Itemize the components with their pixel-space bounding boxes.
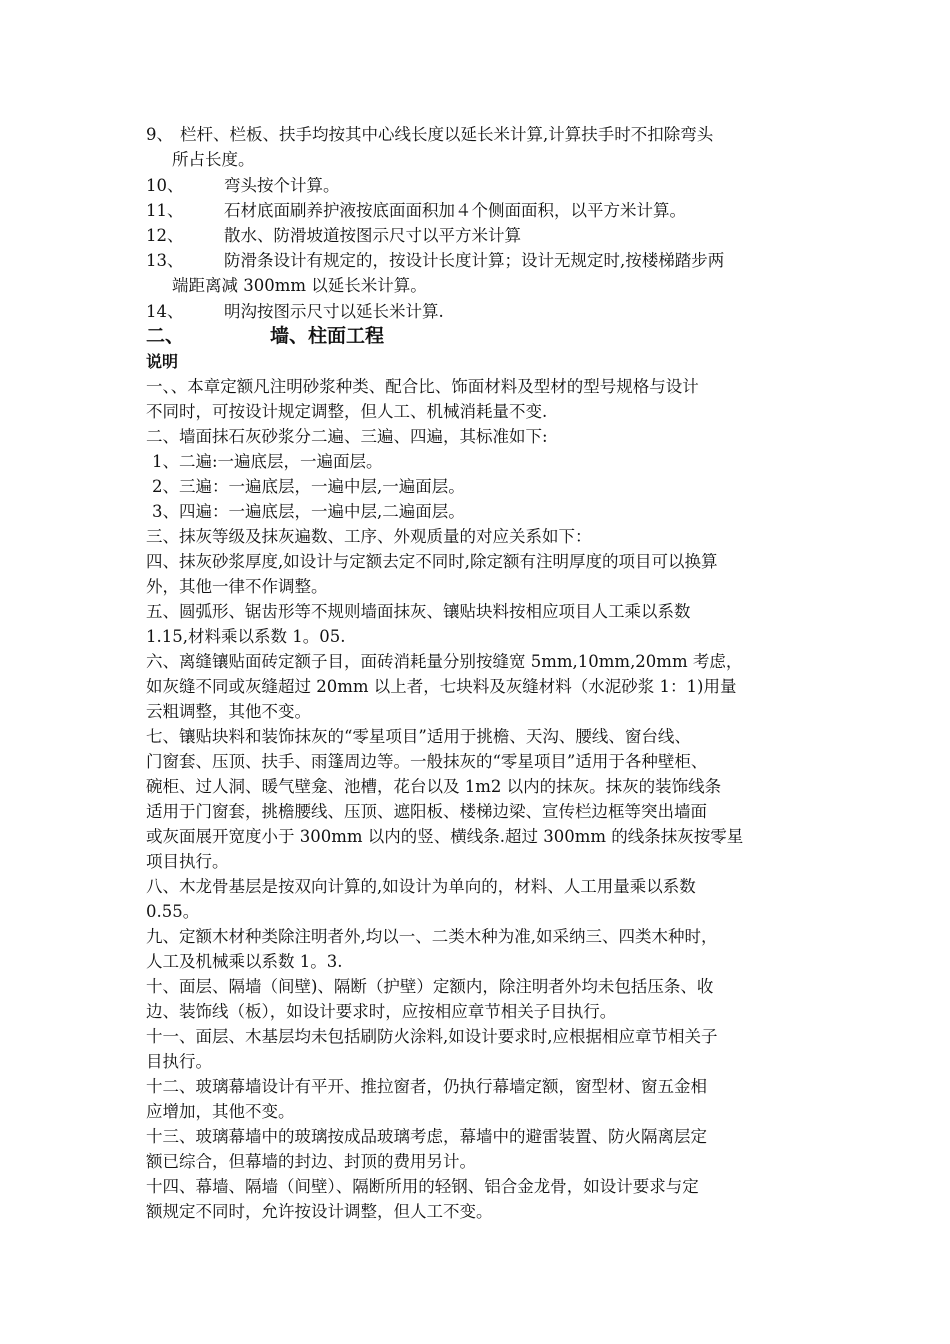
paragraph-line: 三、抹灰等级及抹灰遍数、工序、外观质量的对应关系如下： (146, 527, 592, 546)
item-continuation: 所占长度。 (172, 150, 255, 169)
paragraph-line: 如灰缝不同或灰缝超过 20mm 以上者，七块料及灰缝材料（水泥砂浆 1：1)用量 (146, 677, 737, 696)
paragraph-line: 门窗套、压顶、扶手、雨篷周边等。一般抹灰的“零星项目”适用于各种壁柜、 (146, 752, 708, 771)
paragraph-line: 额已综合，但幕墙的封边、封顶的费用另计。 (146, 1152, 476, 1171)
paragraph-line: 五、圆弧形、锯齿形等不规则墙面抹灰、镶贴块料按相应项目人工乘以系数 (146, 602, 691, 621)
paragraph-line: 3、四遍：一遍底层，一遍中层,二遍面层。 (152, 502, 465, 521)
list-item (146, 123, 713, 147)
paragraph-line: 2、三遍：一遍底层，一遍中层,一遍面层。 (152, 477, 465, 496)
section-heading (146, 324, 546, 350)
item-text: 石材底面刷养护液按底面面积加４个侧面面积，以平方米计算。 (224, 201, 686, 220)
paragraph-line: 十、面层、隔墙（间壁)、隔断（护壁）定额内，除注明者外均未包括压条、收 (146, 977, 714, 996)
paragraph-line: 碗柜、过人洞、暖气壁龛、池槽，花台以及 1m2 以内的抹灰。抹灰的装饰线条 (146, 777, 722, 796)
paragraph-line: 十一、面层、木基层均未包括刷防火涂料,如设计要求时,应根据相应章节相关子 (146, 1027, 718, 1046)
paragraph-line: 一、、本章定额凡注明砂浆种类、配合比、饰面材料及型材的型号规格与设计 (146, 377, 699, 396)
paragraph-line: 六、离缝镶贴面砖定额子目，面砖消耗量分别按缝宽 5mm,10mm,20mm 考虑， (146, 652, 743, 671)
paragraph-line: 1.15,材料乘以系数 1。05. (146, 627, 346, 646)
list-item (146, 174, 340, 198)
paragraph-line: 二、墙面抹石灰砂浆分二遍、三遍、四遍，其标准如下: (146, 427, 548, 446)
paragraph-line: 不同时，可按设计规定调整，但人工、机械消耗量不变. (146, 402, 548, 421)
list-item (146, 300, 444, 324)
paragraph-line: 额规定不同时，允许按设计调整，但人工不变。 (146, 1202, 493, 1221)
paragraph-line: 应增加，其他不变。 (146, 1102, 295, 1121)
item-number: 9、 (146, 125, 173, 144)
paragraph-line: 或灰面展开宽度小于 300mm 以内的竖、横线条.超过 300mm 的线条抹灰按零星 (146, 827, 744, 846)
paragraph-line: 八、木龙骨基层是按双向计算的,如设计为单向的，材料、人工用量乘以系数 (146, 877, 696, 896)
item-number: 12、 (146, 226, 184, 245)
paragraph-line: 四、抹灰砂浆厚度,如设计与定额去定不同时,除定额有注明厚度的项目可以换算 (146, 552, 718, 571)
paragraph-line: 适用于门窗套，挑檐腰线、压顶、遮阳板、楼梯边梁、宣传栏边框等突出墙面 (146, 802, 707, 821)
item-text: 弯头按个计算。 (224, 176, 340, 195)
item-number: 11、 (146, 201, 184, 220)
explain-heading: 说明 (146, 352, 179, 371)
paragraph-line: 十四、幕墙、隔墙（间壁）、隔断所用的轻钢、铝合金龙骨，如设计要求与定 (146, 1177, 699, 1196)
item-text: 防滑条设计有规定的，按设计长度计算；设计无规定时,按楼梯踏步两 (224, 251, 725, 270)
item-number: 13、 (146, 251, 184, 270)
paragraph-line: 项目执行。 (146, 852, 229, 871)
item-text: 散水、防滑坡道按图示尺寸以平方米计算 (224, 226, 521, 245)
list-item (146, 199, 686, 223)
paragraph-line: 云粗调整，其他不变。 (146, 702, 311, 721)
paragraph-line: 九、定额木材种类除注明者外,均以一、二类木种为准,如采纳三、四类木种时， (146, 927, 718, 946)
paragraph-line: 七、镶贴块料和装饰抹灰的“零星项目”适用于挑檐、天沟、腰线、窗台线、 (146, 727, 691, 746)
item-text: 栏杆、栏板、扶手均按其中心线长度以延长米计算,计算扶手时不扣除弯头 (180, 125, 714, 144)
paragraph-line: 0.55。 (146, 902, 200, 921)
item-text: 明沟按图示尺寸以延长米计算. (224, 302, 444, 321)
paragraph-line: 人工及机械乘以系数 1。3. (146, 952, 343, 971)
item-number: 14、 (146, 302, 184, 321)
paragraph-line: 1、二遍:一遍底层，一遍面层。 (152, 452, 383, 471)
section-number: 二、 (146, 325, 185, 347)
paragraph-line: 十二、玻璃幕墙设计有平开、推拉窗者，仍执行幕墙定额，窗型材、窗五金相 (146, 1077, 707, 1096)
item-continuation: 端距离减 300mm 以延长米计算。 (172, 276, 427, 295)
paragraph-line: 外，其他一律不作调整。 (146, 577, 328, 596)
list-item (146, 224, 521, 248)
paragraph-line: 十三、玻璃幕墙中的玻璃按成品玻璃考虑，幕墙中的避雷装置、防火隔离层定 (146, 1127, 707, 1146)
list-item (146, 249, 724, 273)
section-title: 墙、柱面工程 (270, 325, 385, 347)
paragraph-line: 边、装饰线（板），如设计要求时，应按相应章节相关子目执行。 (146, 1002, 617, 1021)
item-number: 10、 (146, 176, 184, 195)
paragraph-line: 目执行。 (146, 1052, 212, 1071)
